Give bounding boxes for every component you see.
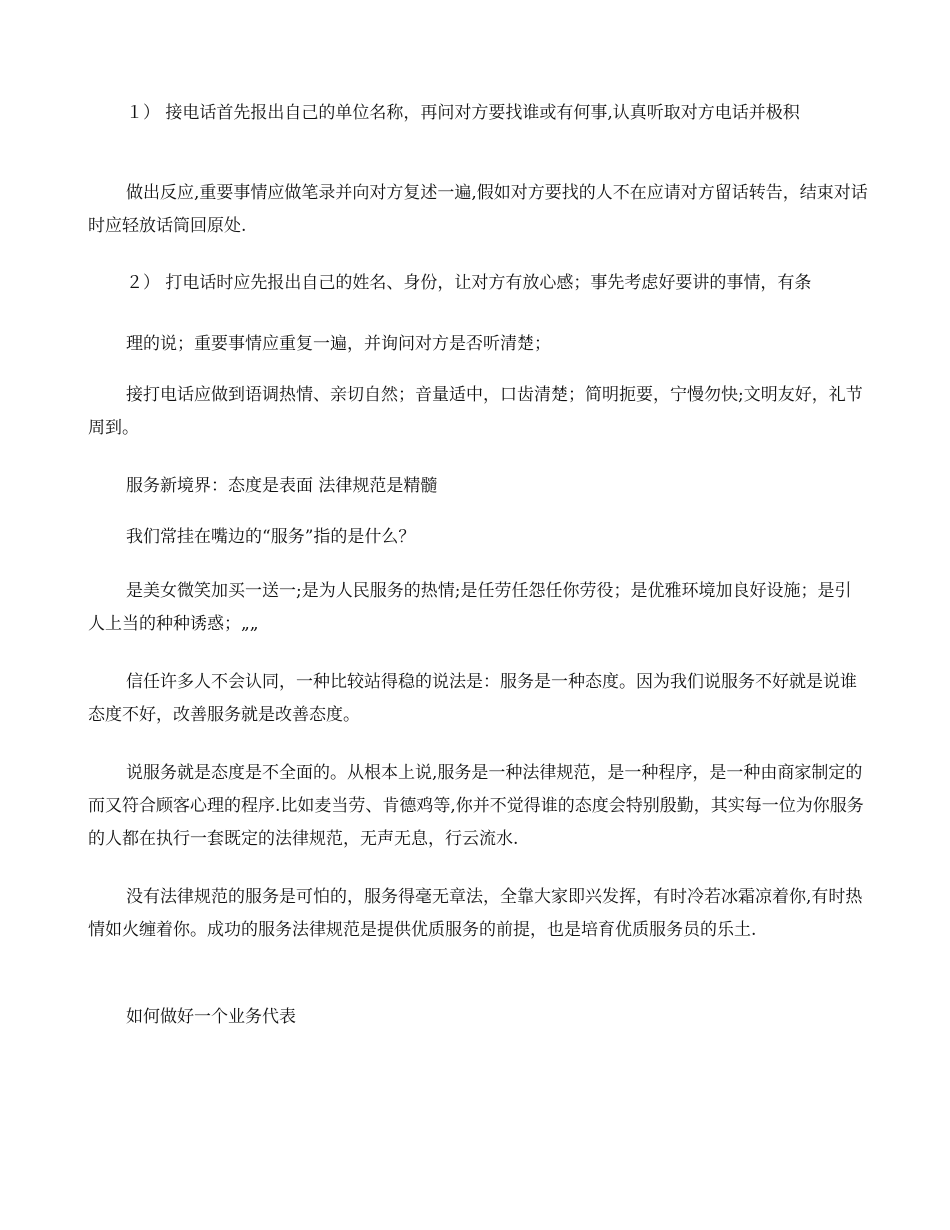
paragraph-question: 我们常挂在嘴边的“服务”指的是什么？ (126, 527, 416, 547)
section-heading-representative: 如何做好一个业务代表 (126, 1007, 296, 1027)
paragraph-attitude: 信任许多人不会认同，一种比较站得稳的说法是：服务是一种态度。因为我们说服务不好就是说谁态度不好，改善服务就是改善态度。 (88, 672, 857, 725)
paragraph-speak-clearly: 理的说；重要事情应重复一遍，并询问对方是否听清楚； (126, 334, 551, 354)
paragraph-phone-etiquette: 接打电话应做到语调热情、亲切自然；音量适中，口齿清楚；简明扼要，宁慢勿快;文明友好，礼节周到。 (88, 385, 863, 438)
paragraph-respond-record: 做出反应,重要事情应做笔录并向对方复述一遍,假如对方要找的人不在应请对方留话转告，结束对话时应轻放话筒回原处. (88, 183, 868, 236)
paragraph-answer-call: １） 接电话首先报出自己的单位名称，再问对方要找谁或有何事,认真听取对方电话并极积 (126, 103, 800, 123)
paragraph-make-call: ２） 打电话时应先报出自己的姓名、身份，让对方有放心感；事先考虑好要讲的事情，有条 (126, 273, 812, 293)
paragraph-standards: 说服务就是态度是不全面的。从根本上说,服务是一种法律规范，是一种程序，是一种由商家制定的而又符合顾客心理的程序.比如麦当劳、肯德鸡等,你并不觉得谁的态度会特别殷勤，其实每一位为你服务的人都在执行一套既定的法律规范，无声无息，行云流水. (88, 763, 864, 849)
paragraph-examples: 是美女微笑加买一送一;是为人民服务的热情;是任劳任怨任你劳役；是优雅环境加良好设施；是引人上当的种种诱惑；„„ (88, 581, 852, 634)
paragraph-no-standards: 没有法律规范的服务是可怕的，服务得毫无章法，全靠大家即兴发挥，有时冷若冰霜凉着你,有时热情如火缠着你。成功的服务法律规范是提供优质服务的前提，也是培育优质服务员的乐土. (88, 887, 863, 940)
section-heading-service: 服务新境界：态度是表面 法律规范是精髓 (126, 476, 438, 496)
